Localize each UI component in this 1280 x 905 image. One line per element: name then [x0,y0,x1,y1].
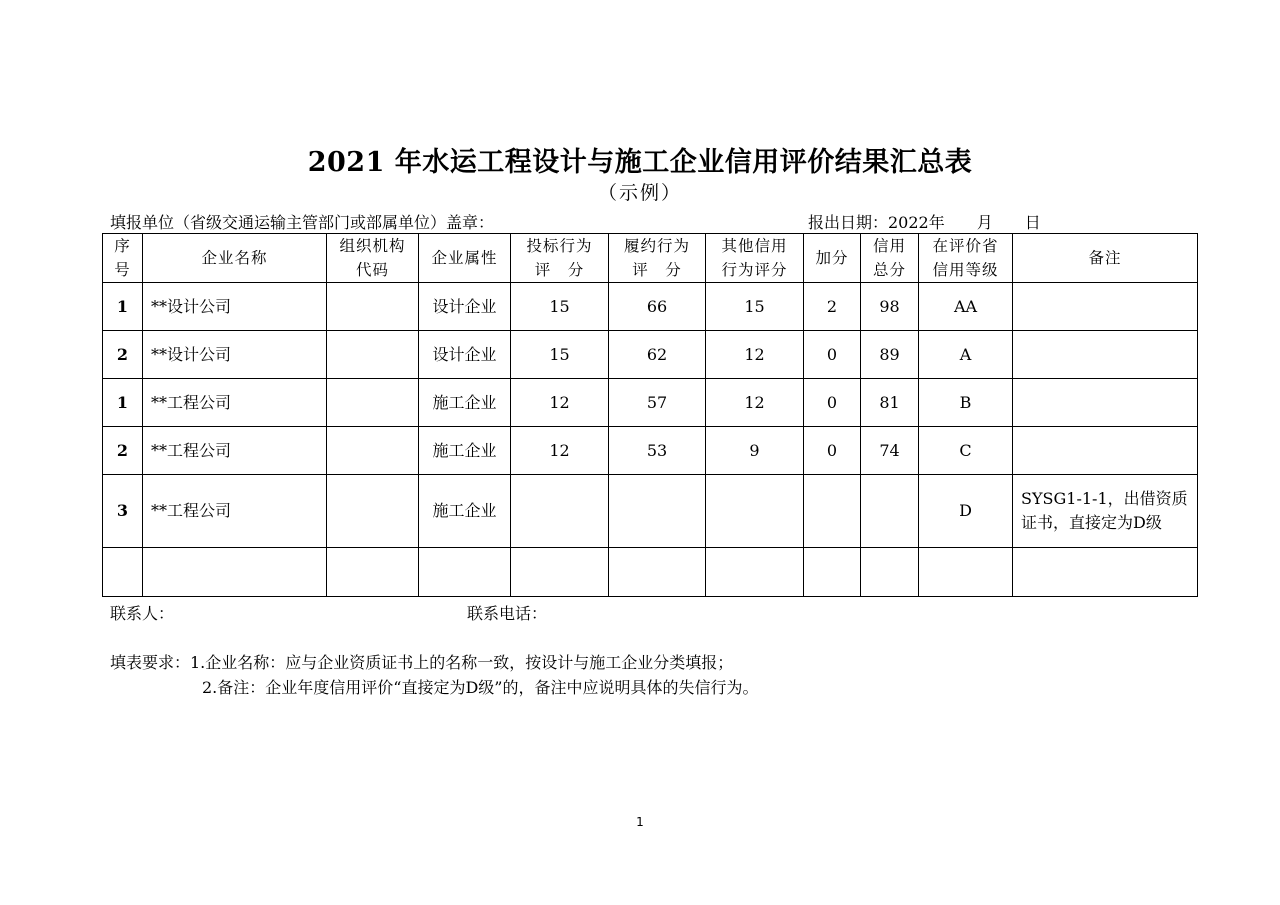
cell-bonus: 2 [804,283,861,331]
cell-total-score: 74 [861,427,919,475]
cell-credit-grade: C [919,427,1013,475]
cell-empty [511,548,609,597]
cell-company-name: **工程公司 [143,379,327,427]
cell-bid-score [511,475,609,548]
cell-company-name: **设计公司 [143,283,327,331]
page-number: 1 [636,815,644,829]
header-total-score: 信用 总分 [861,234,919,283]
cell-bid-score: 15 [511,331,609,379]
cell-credit-grade: D [919,475,1013,548]
cell-other-score: 9 [706,427,804,475]
table-row [103,427,1198,475]
cell-total-score: 98 [861,283,919,331]
cell-attribute: 施工企业 [419,427,511,475]
header-credit-grade: 在评价省 信用等级 [919,234,1013,283]
cell-seq: 2 [103,331,143,379]
cell-total-score: 81 [861,379,919,427]
cell-bonus: 0 [804,427,861,475]
table-header-row [103,234,1198,283]
cell-other-score: 12 [706,379,804,427]
cell-seq: 1 [103,379,143,427]
cell-attribute: 施工企业 [419,379,511,427]
cell-empty [103,548,143,597]
cell-seq: 1 [103,283,143,331]
cell-bid-score: 12 [511,379,609,427]
cell-empty [804,548,861,597]
cell-empty [919,548,1013,597]
cell-org-code [327,331,419,379]
cell-empty [861,548,919,597]
cell-empty [609,548,706,597]
cell-org-code [327,283,419,331]
cell-empty [1013,548,1198,597]
cell-attribute: 设计企业 [419,283,511,331]
cell-bonus: 0 [804,379,861,427]
cell-empty [419,548,511,597]
cell-credit-grade: B [919,379,1013,427]
credit-evaluation-table [102,233,1198,597]
cell-bonus [804,475,861,548]
table-row [103,283,1198,331]
cell-org-code [327,427,419,475]
cell-total-score [861,475,919,548]
header-bonus: 加分 [804,234,861,283]
contact-person-label: 联系人： [110,604,175,623]
fill-unit-label: 填报单位（省级交通运输主管部门或部属单位）盖章： [110,213,495,232]
cell-org-code [327,475,419,548]
fill-requirement-1: 填表要求：1.企业名称：应与企业资质证书上的名称一致，按设计与施工企业分类填报； [110,653,734,672]
fill-requirement-2: 2.备注：企业年度信用评价“直接定为D级”的，备注中应说明具体的失信行为。 [202,678,759,697]
cell-credit-grade: AA [919,283,1013,331]
header-bid-score: 投标行为 评 分 [511,234,609,283]
cell-empty [327,548,419,597]
cell-total-score: 89 [861,331,919,379]
table-row [103,379,1198,427]
header-remark: 备注 [1013,234,1198,283]
header-attribute: 企业属性 [419,234,511,283]
cell-remark [1013,379,1198,427]
cell-company-name: **工程公司 [143,427,327,475]
cell-credit-grade: A [919,331,1013,379]
cell-remark [1013,331,1198,379]
header-org-code: 组织机构 代码 [327,234,419,283]
header-seq: 序 号 [103,234,143,283]
cell-seq: 3 [103,475,143,548]
cell-remark [1013,283,1198,331]
cell-other-score: 15 [706,283,804,331]
header-other-score: 其他信用 行为评分 [706,234,804,283]
cell-other-score [706,475,804,548]
report-date-label: 报出日期：2022年 月 日 [808,213,1041,232]
cell-performance-score: 62 [609,331,706,379]
contact-phone-label: 联系电话： [467,604,548,623]
document-title: 2021 年水运工程设计与施工企业信用评价结果汇总表 [307,147,973,178]
header-performance-score: 履约行为 评 分 [609,234,706,283]
cell-remark: SYSG1-1-1，出借资质证书，直接定为D级 [1013,475,1198,548]
cell-attribute: 施工企业 [419,475,511,548]
cell-performance-score [609,475,706,548]
cell-company-name: **设计公司 [143,331,327,379]
table-row-empty [103,548,1198,597]
cell-remark [1013,427,1198,475]
document-subtitle: （示例） [597,182,682,204]
cell-org-code [327,379,419,427]
cell-bid-score: 12 [511,427,609,475]
cell-performance-score: 66 [609,283,706,331]
cell-seq: 2 [103,427,143,475]
cell-bonus: 0 [804,331,861,379]
table-row [103,331,1198,379]
cell-empty [706,548,804,597]
header-company-name: 企业名称 [143,234,327,283]
cell-empty [143,548,327,597]
cell-performance-score: 53 [609,427,706,475]
table-row [103,475,1198,548]
cell-other-score: 12 [706,331,804,379]
cell-bid-score: 15 [511,283,609,331]
cell-attribute: 设计企业 [419,331,511,379]
cell-company-name: **工程公司 [143,475,327,548]
cell-performance-score: 57 [609,379,706,427]
